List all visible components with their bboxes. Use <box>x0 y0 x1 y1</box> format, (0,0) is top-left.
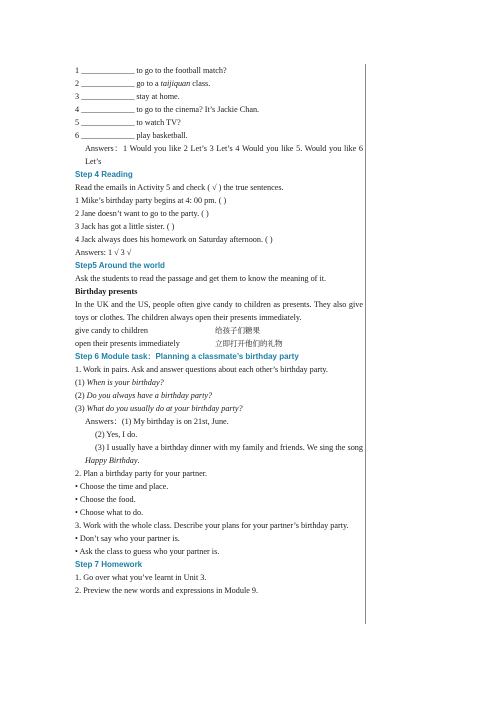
homework-item: 1. Go over what you’ve learnt in Unit 3. <box>75 573 207 582</box>
step5-heading: Step5 Around the world <box>75 261 165 270</box>
step6-task2: 2. Plan a birthday party for your partner. <box>75 469 208 478</box>
step4-sentence: 1 Mike’s birthday party begins at 4: 00 pm. ( ) <box>75 196 227 205</box>
step4-sentence: 2 Jane doesn’t want to go to the party. ( ) <box>75 209 209 218</box>
step6-question: (2) Do you always have a birthday party? <box>75 391 213 400</box>
plan-item: • Choose what to do. <box>75 508 144 517</box>
exercise-item: 1 ______________ to go to the football match? <box>75 66 227 75</box>
step4-instruction: Read the emails in Activity 5 and check ( √ ) the true sentences. <box>75 183 284 192</box>
step6-answer: Answers：(1) My birthday is on 21st, June. <box>85 417 229 426</box>
exercise-item: 4 ______________ to go to the cinema? It’s Jackie Chan. <box>75 105 260 114</box>
step6-question: (1) When is your birthday? <box>75 378 164 387</box>
step6-answer: (2) Yes, I do. <box>95 430 138 439</box>
step4-heading: Step 4 Reading <box>75 170 133 179</box>
step4-sentence: 3 Jack has got a little sister. ( ) <box>75 222 175 231</box>
gloss-row: open their presents immediately 立即打开他们的礼物 <box>75 339 283 348</box>
column-divider <box>365 64 366 624</box>
exercise-item: 2 ______________ go to a taijiquan class. <box>75 79 211 88</box>
step6-task3: 3. Work with the whole class. Describe your plans for your partner’s birthday party. <box>75 521 349 530</box>
step7-heading: Step 7 Homework <box>75 560 143 569</box>
exercise-item: 3 ______________ stay at home. <box>75 92 180 101</box>
exercise-answers: Answers：1 Would you like 2 Let’s 3 Let’s 4 Would you like 5. Would you like 6 Let’s <box>85 144 363 166</box>
gloss-row: give candy to children 给孩子们糖果 <box>75 326 260 335</box>
step5-instruction: Ask the students to read the passage and get them to know the meaning of it. <box>75 274 327 283</box>
step6-question: (3) What do you usually do at your birthday party? <box>75 404 243 413</box>
plan-item: • Choose the food. <box>75 495 136 504</box>
plan-item: • Choose the time and place. <box>75 482 169 491</box>
step6-heading: Step 6 Module task：Planning a classmate’s birthday party <box>75 352 299 361</box>
tip-item: • Don’t say who your partner is. <box>75 534 180 543</box>
step4-sentence: 4 Jack always does his homework on Saturday afternoon. ( ) <box>75 235 273 244</box>
step6-task1: 1. Work in pairs. Ask and answer questions about each other’s birthday party. <box>75 365 328 374</box>
step6-answer: (3) I usually have a birthday dinner with my family and friends. We sing the song Happy Birthday. <box>85 443 363 465</box>
passage-text: In the UK and the US, people often give candy to children as presents. They also give toys or clothes. The children always open their presents immediately. <box>75 300 363 322</box>
tip-item: • Ask the class to guess who your partner is. <box>75 547 220 556</box>
passage-title: Birthday presents <box>75 287 138 296</box>
lesson-page <box>75 64 363 597</box>
exercise-item: 6 ______________ play basketball. <box>75 131 188 140</box>
exercise-item: 5 ______________ to watch TV? <box>75 118 181 127</box>
step4-answers: Answers: 1 √ 3 √ <box>75 248 132 257</box>
homework-item: 2. Preview the new words and expressions in Module 9. <box>75 586 259 595</box>
